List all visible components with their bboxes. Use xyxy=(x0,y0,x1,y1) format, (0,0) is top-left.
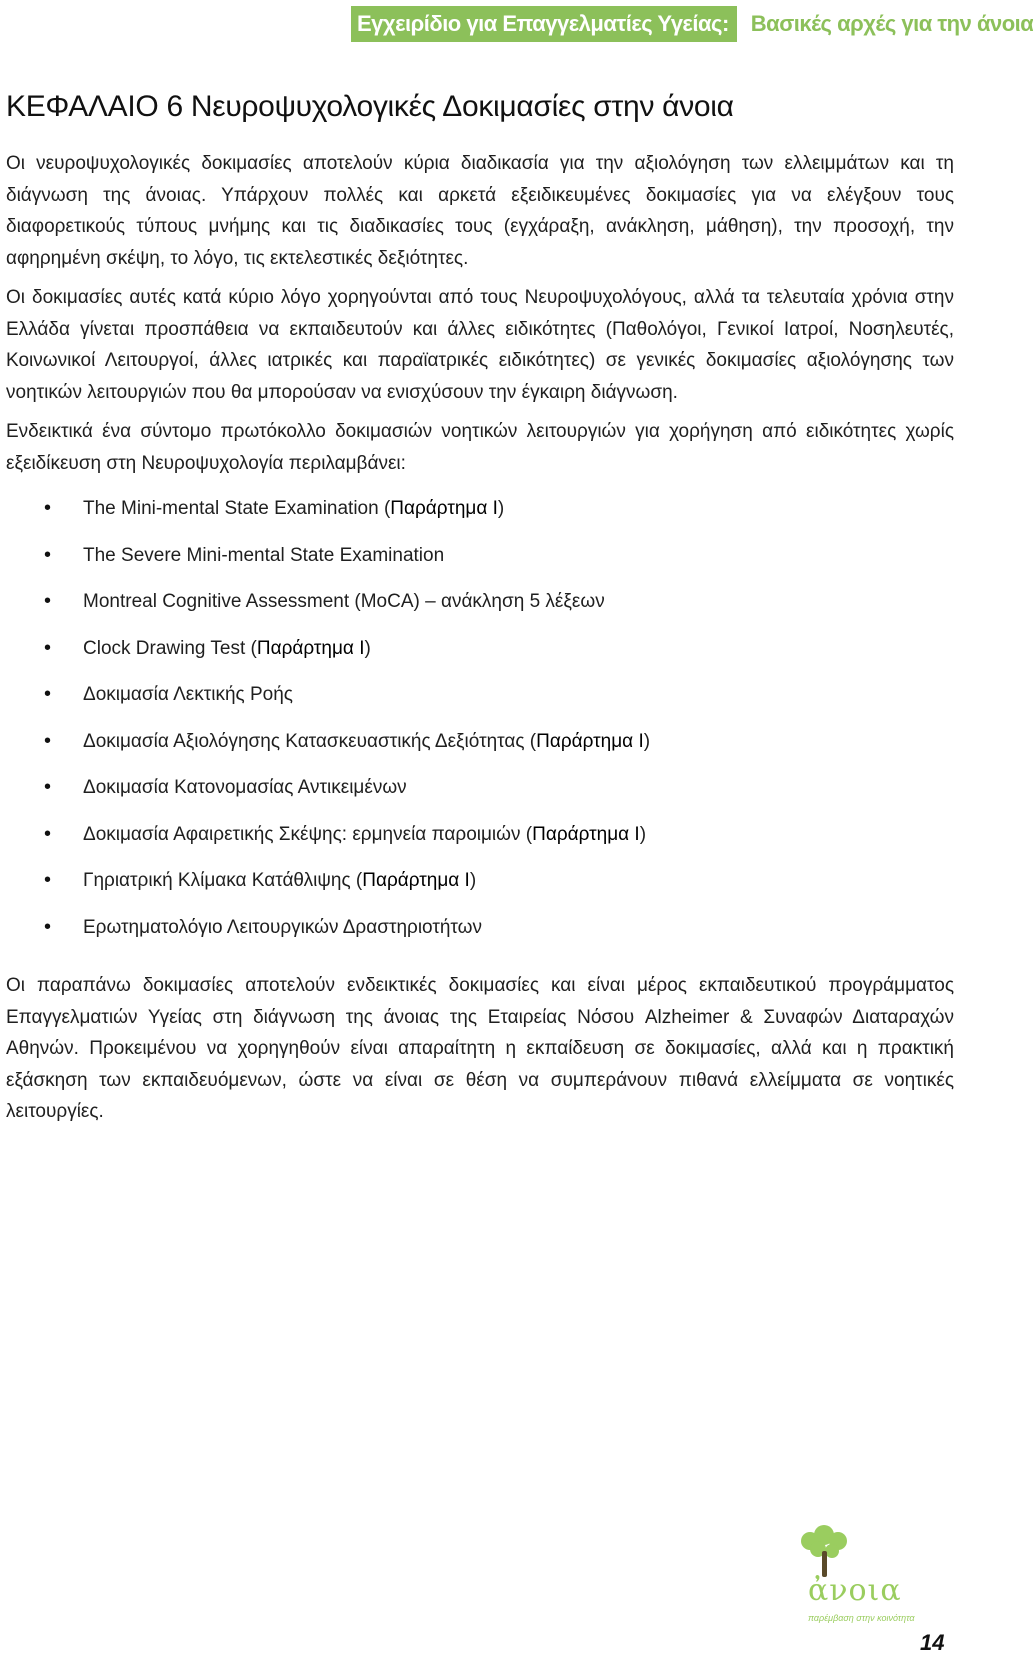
list-item: • The Mini-mental State Examination (Παράρτημα Ι) xyxy=(6,493,954,540)
header-subtitle: Βασικές αρχές για την άνοια xyxy=(737,6,1033,42)
appendix-reference: Παράρτημα Ι xyxy=(256,637,365,659)
paragraph-conclusion: Οι παραπάνω δοκιμασίες αποτελούν ενδεικτικές δοκιμασίες και είναι μέρος εκπαιδευτικού προγράμματος Επαγγελματιών Υγείας στη διάγνωση της άνοιας της Εταιρείας Νόσου Alzheimer & Συναφών Διαταραχών Αθηνών. Προκειμένου να χορηγηθούν είναι απαραίτητη η εκπαίδευση σε δοκιμασίες, αλλά και η πρακτική εξάσκηση των εκπαιδευόμενων, ώστε να είναι σε θέση να συμπεράνουν πιθανά ελλείμματα σε νοητικές λειτουργίες. xyxy=(6,975,954,1122)
logo-tagline: παρέμβαση στην κοινότητα xyxy=(808,1613,915,1623)
list-item: • Ερωτηματολόγιο Λειτουργικών Δραστηριοτήτων xyxy=(6,912,954,959)
list-item: • Γηριατρική Κλίμακα Κατάθλιψης (Παράρτημα Ι) xyxy=(6,865,954,912)
list-item: • Δοκιμασία Λεκτικής Ροής xyxy=(6,679,954,726)
test-list xyxy=(6,493,954,958)
list-item: • Clock Drawing Test (Παράρτημα Ι) xyxy=(6,633,954,680)
paragraph-intro: Οι νευροψυχολογικές δοκιμασίες αποτελούν κύρια διαδικασία για την αξιολόγηση των ελλειμμάτων και τη διάγνωση της άνοιας. Υπάρχουν πολλές και αρκετά εξειδικευμένες δοκιμασίες για να ελέγξουν τους διαφορετικούς τύπους μνήμης και τις διαδικασίες τους (εγχάραξη, ανάκληση, μάθηση), την προσοχή, την αφηρημένη σκέψη, το λόγο, τις εκτελεστικές δεξιότητες. xyxy=(6,153,954,269)
list-item: • Δοκιμασία Αξιολόγησης Κατασκευαστικής Δεξιότητας (Παράρτημα Ι) xyxy=(6,726,954,773)
list-item: • The Severe Mini-mental State Examination xyxy=(6,540,954,587)
paragraph-protocol: Ενδεικτικά ένα σύντομο πρωτόκολλο δοκιμασιών νοητικών λειτουργιών για χορήγηση από ειδικότητες χωρίς εξειδίκευση στη Νευροψυχολογία περιλαμβάνει: xyxy=(6,421,954,474)
list-item: • Δοκιμασία Αφαιρετικής Σκέψης: ερμηνεία παροιμιών (Παράρτημα Ι) xyxy=(6,819,954,866)
paragraph-administration: Οι δοκιμασίες αυτές κατά κύριο λόγο χορηγούνται από τους Νευροψυχολόγους, αλλά τα τελευταία χρόνια στην Ελλάδα γίνεται προσπάθεια να εκπαιδευτούν και άλλες ειδικότητες (Παθολόγοι, Γενικοί Ιατροί, Νοσηλευτές, Κοινωνικοί Λειτουργοί, άλλες ιατρικές και παραϊατρικές ειδικότητες) σε γενικές δοκιμασίες αξιολόγησης των νοητικών λειτουργιών που θα μπορούσαν να ενισχύσουν την έγκαιρη διάγνωση. xyxy=(6,287,954,403)
header-banner xyxy=(351,6,1033,42)
appendix-reference: Παράρτημα Ι xyxy=(362,870,470,891)
appendix-reference: Παράρτημα Ι xyxy=(390,498,498,519)
chapter-body xyxy=(6,148,954,1136)
appendix-reference: Παράρτημα Ι xyxy=(532,823,640,845)
appendix-reference: Παράρτημα Ι xyxy=(536,730,644,752)
logo-wordmark: ἀνοια xyxy=(808,1573,902,1608)
list-item: • Δοκιμασία Κατονομασίας Αντικειμένων xyxy=(6,772,954,819)
chapter-title: ΚΕΦΑΛΑΙΟ 6 Νευροψυχολογικές Δοκιμασίες στην άνοια xyxy=(6,90,734,123)
header-handbook-title: Εγχειρίδιο για Επαγγελματίες Υγείας: xyxy=(351,6,737,42)
page-number: 14 xyxy=(920,1630,945,1655)
list-item: • Montreal Cognitive Assessment (MoCA) – ανάκληση 5 λέξεων xyxy=(6,586,954,633)
